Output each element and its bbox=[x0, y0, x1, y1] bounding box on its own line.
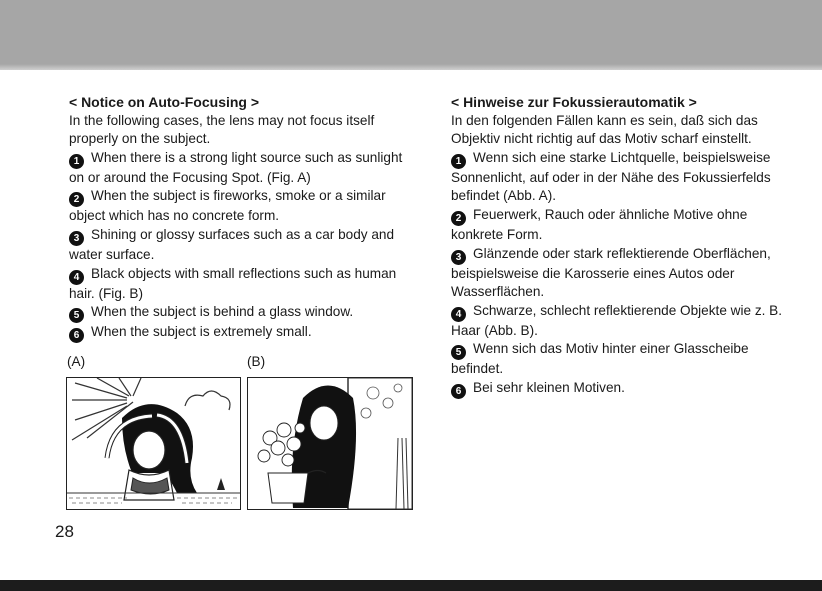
sunlight-beach-illustration bbox=[67, 378, 240, 509]
bottom-dark-band bbox=[0, 580, 822, 591]
german-item-2: 2 Feuerwerk, Rauch oder ähnliche Motive ohne konkrete Form. bbox=[451, 206, 748, 242]
figure-a-illustration bbox=[66, 377, 241, 510]
number-badge-icon: 4 bbox=[69, 270, 84, 285]
black-hair-illustration bbox=[248, 378, 412, 509]
german-intro: In den folgenden Fällen kann es sein, daß sich das Objektiv nicht richtig auf das Motiv scharf einstellt. bbox=[451, 112, 758, 147]
number-badge-icon: 6 bbox=[69, 328, 84, 343]
number-badge-icon: 3 bbox=[69, 231, 84, 246]
german-heading: < Hinweise zur Fokussierautomatik > bbox=[451, 94, 697, 110]
german-item-3: 3 Glänzende oder stark reflektierende Oberflächen, beispielsweise die Karosserie eines Autos oder Wasserflächen. bbox=[451, 245, 771, 300]
page-number: 28 bbox=[55, 522, 74, 541]
number-badge-icon: 3 bbox=[451, 250, 466, 265]
german-item-6: 6 Bei sehr kleinen Motiven. bbox=[451, 379, 796, 399]
english-item-1: 1 When there is a strong light source such as sunlight on or around the Focusing Spot. (Fig. A) bbox=[69, 149, 403, 185]
number-badge-icon: 2 bbox=[69, 192, 84, 207]
german-item-4: 4 Schwarze, schlecht reflektierende Objekte wie z. B. Haar (Abb. B). bbox=[451, 302, 783, 338]
english-item-4: 4 Black objects with small reflections such as human hair. (Fig. B) bbox=[69, 265, 397, 301]
english-item-5: 5 When the subject is behind a glass window. bbox=[69, 303, 414, 323]
number-badge-icon: 5 bbox=[451, 345, 466, 360]
figure-a-label: (A) bbox=[67, 354, 86, 369]
english-item-6: 6 When the subject is extremely small. bbox=[69, 323, 414, 343]
english-intro: In the following cases, the lens may not focus itself properly on the subject. bbox=[69, 112, 375, 147]
number-badge-icon: 4 bbox=[451, 307, 466, 322]
top-gray-band bbox=[0, 0, 822, 70]
english-column bbox=[69, 93, 414, 343]
number-badge-icon: 2 bbox=[451, 211, 466, 226]
english-heading: < Notice on Auto-Focusing > bbox=[69, 94, 260, 110]
number-badge-icon: 1 bbox=[451, 154, 466, 169]
figure-b-illustration bbox=[247, 377, 413, 510]
german-column bbox=[451, 93, 796, 399]
german-item-5: 5 Wenn sich das Motiv hinter einer Glasscheibe befindet. bbox=[451, 341, 749, 377]
number-badge-icon: 6 bbox=[451, 384, 466, 399]
english-item-2: 2 When the subject is fireworks, smoke or a similar object which has no concrete form. bbox=[69, 188, 386, 224]
english-item-3: 3 Shining or glossy surfaces such as a car body and water surface. bbox=[69, 226, 395, 262]
number-badge-icon: 5 bbox=[69, 308, 84, 323]
number-badge-icon: 1 bbox=[69, 154, 84, 169]
german-item-1: 1 Wenn sich eine starke Lichtquelle, beispielsweise Sonnenlicht, auf oder in der Nähe des Fokussierfelds befindet (Abb. A). bbox=[451, 149, 771, 204]
figure-b-label: (B) bbox=[247, 354, 266, 369]
